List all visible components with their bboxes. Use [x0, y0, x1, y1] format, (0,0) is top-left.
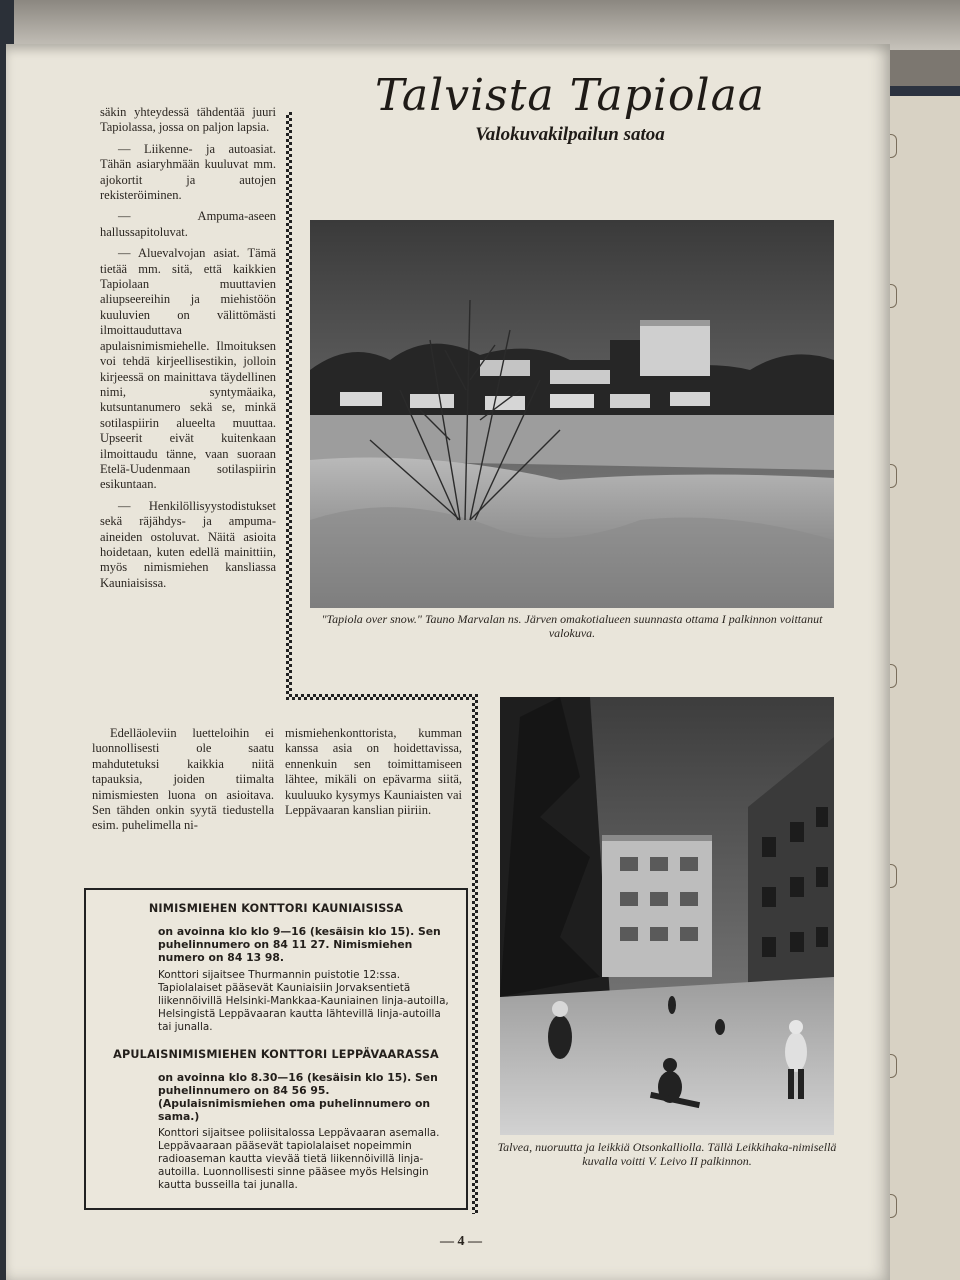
kauniainen-office-hours: on avoinna klo klo 9—16 (kesäisin klo 15). Sen puhelinnumero on 84 11 27. Nimismiehen numero on 84 13 98.: [158, 925, 441, 965]
kauniainen-office-directions: Konttori sijaitsee Thurmannin puistotie 12:ssa. Tapiolalaiset pääsevät Kauniaisiin Jorvaksentietä liikennöivillä Helsinki-Mankkaa-Kauniainen linja-autoilla, Helsingistä Leppävaaran kautta lähtevillä linja-autoilla tai junalla.: [158, 968, 449, 1033]
checkered-border-horizontal: [286, 694, 478, 700]
kauniainen-office-title: NIMISMIEHEN KONTTORI KAUNIAISISSA: [148, 902, 404, 915]
leppavaara-office-hours: on avoinna klo 8.30—16 (kesäisin klo 15). Sen puhelinnumero on 84 56 95. (Apulaisnimismiehen oma puhelinnumero on sama.): [158, 1070, 438, 1124]
article-subtitle: Valokuvakilpailun satoa: [475, 124, 665, 145]
snow-landscape-photo: [310, 220, 834, 608]
office-info-box: [84, 888, 468, 1210]
binding-stitch: [890, 1194, 897, 1218]
paragraph: — Ampuma-aseen hallussapitoluvat.: [100, 209, 276, 239]
paragraph: — Aluevalvojan asiat. Tämä tietää mm. sitä, että kaikkien Tapiolaan muuttavien aliupseereihin ja miehistöön kuuluvien on välittömästi ilmoittauduttava apulaisnimismiehelle. Ilmoituksen voi tehdä kirjeellisestikin, jolloin kirjeessä on mainittava täydellinen nimi, syntymäaika, kutsuntanumero sekä se, minkä sotilaspiirin alueelta muuttaa. Upseerit eivät kuitenkaan ilmoittaudu tänne, vaan suoraan Etelä-Uudenmaan sotilaspiirin esikuntaan.: [100, 246, 276, 492]
photo1-caption: "Tapiola over snow." Tauno Marvalan ns. Järven omakotialueen suunnasta ottama I palkinnon voittanut valokuva.: [321, 612, 823, 640]
paragraph: säkin yhteydessä tähdentää juuri Tapiolassa, jossa on paljon lapsia.: [100, 105, 276, 135]
bottom-text-left: [92, 726, 274, 840]
kids-in-snow-photo: [500, 697, 834, 1135]
cover-edge: [880, 86, 960, 96]
leppavaara-office-title: APULAISNIMISMIEHEN KONTTORI LEPPÄVAARASSA: [113, 1047, 439, 1061]
photo2-caption: Talvea, nuoruutta ja leikkiä Otsonkalliolla. Tällä Leikkihaka-nimisellä kuvalla voitti V. Leivo II palkinnon.: [497, 1140, 837, 1168]
binder-top: [0, 0, 960, 50]
binding-stitch: [890, 284, 897, 308]
photo-otsonkallio-winter-play: [500, 697, 834, 1135]
checkered-border-vertical: [472, 694, 478, 1214]
binding-stitch: [890, 134, 897, 158]
paragraph: — Henkilöllisyystodistukset sekä räjähdys- ja ampuma-aineiden ostoluvat. Näitä asioita hoidetaan, kuten edellä mainittiin, myös nimismiehen kansliassa Kauniaisissa.: [100, 498, 276, 590]
page-number: — 4 —: [440, 1234, 482, 1249]
checkered-border-vertical: [286, 112, 292, 700]
left-column: [100, 105, 276, 597]
binding-stitch: [890, 864, 897, 888]
paragraph: Edelläoleviin luetteloihin ei luonnollisesti ole saatu mahdutetuksi kaikkia niitä tapauksia, joiden tiimalta nimismiesten luona on asioitava. Sen tähden onkin syytä tiedustella esim. puhelimella ni-: [92, 726, 274, 833]
binding-stitch: [890, 664, 897, 688]
leppavaara-office-directions: Konttori sijaitsee poliisitalossa Leppävaaran asemalla. Leppävaaraan pääsevät tapiolalaiset nopeimmin radioaseman kautta vievää tietä liikennöivillä linja-autoilla. Luonnollisesti sinne pääsee myös Helsingin kautta busseilla tai junalla.: [158, 1127, 440, 1192]
binding-stitch: [890, 464, 897, 488]
paragraph: mismiehenkonttorista, kumman kanssa asia on hoidettavissa, ennenkuin sen toimittamiseen lähtee, mikäli on epävarma siitä, kuuluuko kysymys Kauniaisten vai Leppävaaran kanslian piiriin.: [285, 726, 462, 818]
paragraph: — Liikenne- ja autoasiat. Tähän asiaryhmään kuuluvat mm. ajokortit ja autojen rekisteröiminen.: [100, 141, 276, 203]
photo-tapiola-over-snow: [310, 220, 834, 608]
facing-page-edge: [888, 90, 960, 1280]
bottom-text-right: [285, 726, 462, 824]
article-title: Talvista Tapiolaa: [374, 70, 766, 121]
binding-stitch: [890, 1054, 897, 1078]
